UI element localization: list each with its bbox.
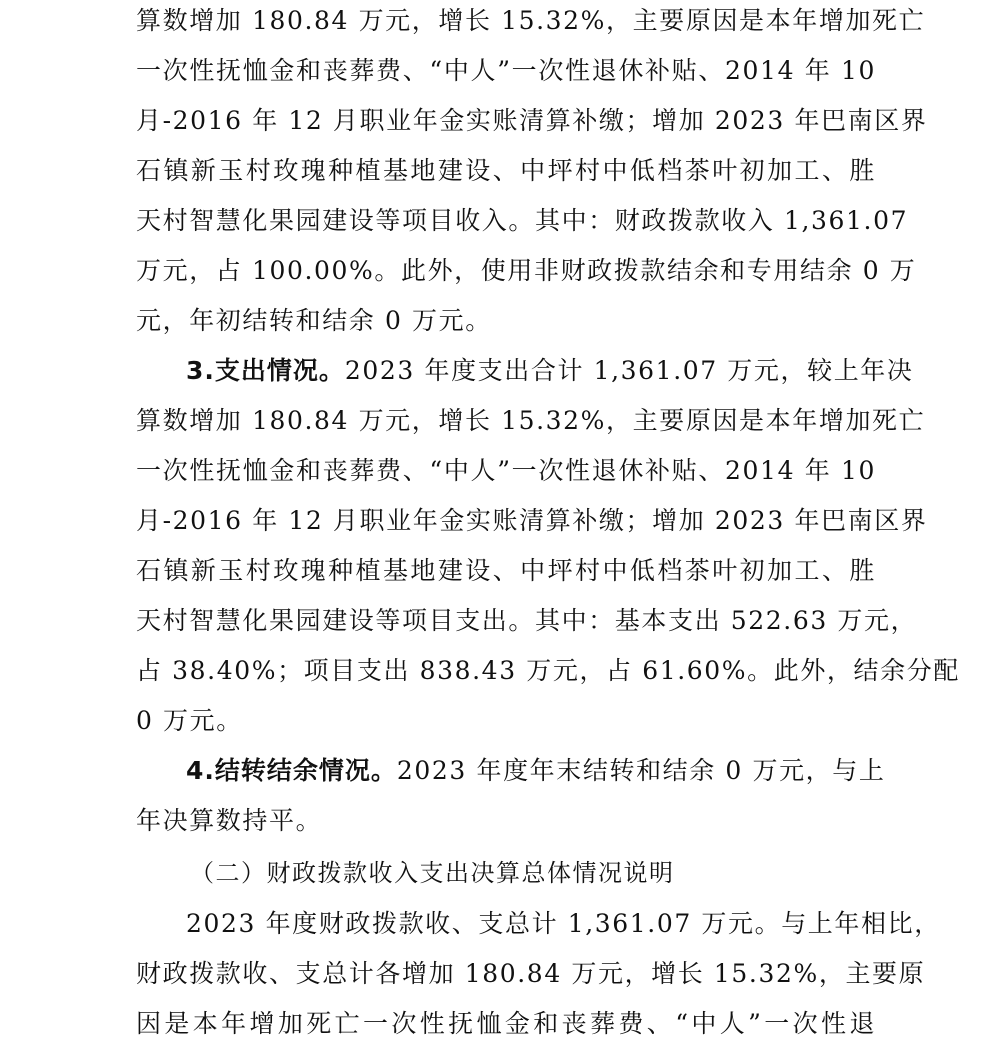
income-line-1: 算数增加 180.84 万元，增长 15.32%，主要原因是本年增加死亡 xyxy=(136,6,926,35)
section-two-first-line: 2023 年度财政拨款收、支总计 1,361.07 万元。与上年相比， xyxy=(186,909,941,938)
expenditure-line-4: 石镇新玉村玫瑰种植基地建设、中坪村中低档茶叶初加工、胜 xyxy=(136,556,876,585)
carryover-first-text: 2023 年度年末结转和结余 0 万元，与上 xyxy=(396,756,886,785)
expenditure-first-line xyxy=(186,351,914,391)
expenditure-line-2: 一次性抚恤金和丧葬费、“中人”一次性退休补贴、2014 年 10 xyxy=(136,456,876,485)
expenditure-line-3: 月-2016 年 12 月职业年金实账清算补缴；增加 2023 年巴南区界 xyxy=(136,506,928,535)
income-line-6: 万元，占 100.00%。此外，使用非财政拨款结余和专用结余 0 万 xyxy=(136,256,917,285)
income-line-4: 石镇新玉村玫瑰种植基地建设、中坪村中低档茶叶初加工、胜 xyxy=(136,156,876,185)
section-two-line-1: 财政拨款收、支总计各增加 180.84 万元，增长 15.32%，主要原 xyxy=(136,959,926,988)
expenditure-line-6: 占 38.40%；项目支出 838.43 万元，占 61.60%。此外，结余分配 xyxy=(136,656,960,685)
expenditure-first-text: 2023 年度支出合计 1,361.07 万元，较上年决 xyxy=(344,356,914,385)
income-line-7: 元，年初结转和结余 0 万元。 xyxy=(136,306,492,335)
expenditure-line-5: 天村智慧化果园建设等项目支出。其中：基本支出 522.63 万元， xyxy=(136,606,918,635)
section-two-heading: （二）财政拨款收入支出决算总体情况说明 xyxy=(190,859,675,887)
expenditure-line-7: 0 万元。 xyxy=(136,706,243,735)
carryover-heading: 4.结转结余情况。 xyxy=(186,756,397,785)
income-line-2: 一次性抚恤金和丧葬费、“中人”一次性退休补贴、2014 年 10 xyxy=(136,56,876,85)
carryover-first-line xyxy=(186,751,886,791)
income-line-3: 月-2016 年 12 月职业年金实账清算补缴；增加 2023 年巴南区界 xyxy=(136,106,928,135)
expenditure-line-1: 算数增加 180.84 万元，增长 15.32%，主要原因是本年增加死亡 xyxy=(136,406,926,435)
income-line-5: 天村智慧化果园建设等项目收入。其中：财政拨款收入 1,361.07 xyxy=(136,206,909,235)
carryover-line-1: 年决算数持平。 xyxy=(136,806,323,835)
expenditure-heading: 3.支出情况。 xyxy=(186,356,345,385)
section-two-line-2: 因是本年增加死亡一次性抚恤金和丧葬费、“中人”一次性退 xyxy=(136,1009,876,1038)
